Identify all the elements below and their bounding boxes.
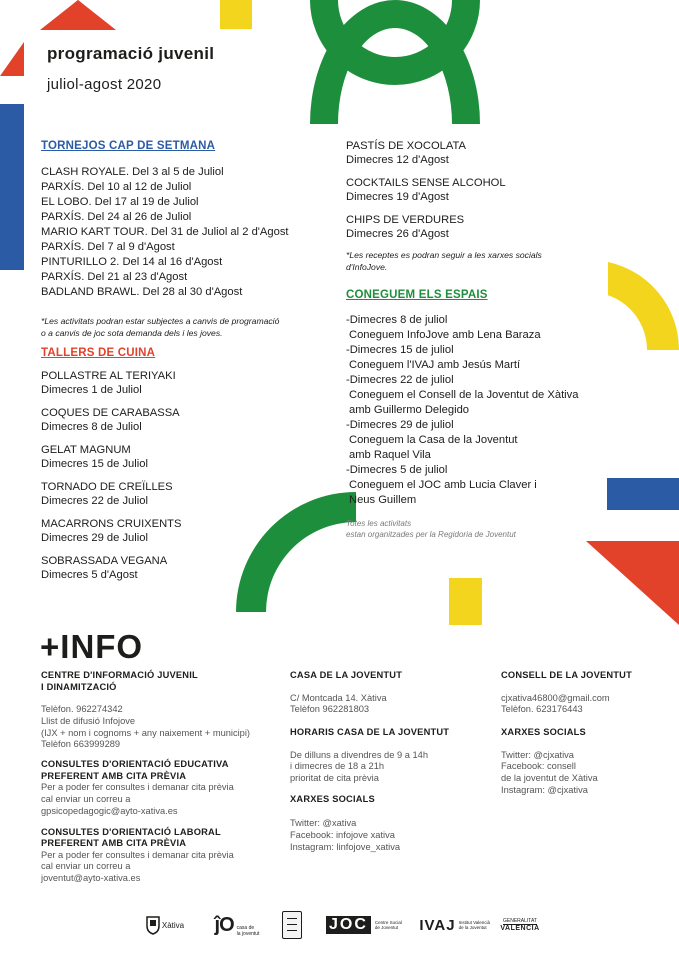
list-item: GELAT MAGNUM Dimecres 15 de Juliol xyxy=(41,444,148,470)
list-item: PARXÍS. Del 21 al 23 d'Agost xyxy=(41,271,188,283)
emblem-icon xyxy=(282,911,302,939)
list-item: Coneguem el Consell de la Joventut de Xàtiva xyxy=(349,389,579,401)
list-item: Neus Guillem xyxy=(349,494,417,506)
list-item: BADLAND BRAWL. Del 28 al 30 d'Agost xyxy=(41,286,243,298)
list-item: -Dimecres 15 de juliol xyxy=(346,344,454,356)
list-item: COQUES DE CARABASSA Dimecres 8 de Juliol xyxy=(41,407,180,433)
generalitat-logo: GENERALITAT VALENCIA xyxy=(500,918,540,932)
tournaments-note: *Les activitats podran estar subjectes a canvis de programació o a canvis de joc sota demanda dels i les joves. xyxy=(41,316,280,338)
green-arc-bottom xyxy=(236,492,356,612)
list-item: Coneguem l'IVAJ amb Jesús Martí xyxy=(349,359,521,371)
list-item: Coneguem InfoJove amb Lena Baraza xyxy=(349,329,541,341)
list-item: -Dimecres 29 de juliol xyxy=(346,419,454,431)
list-item: -Dimecres 22 de juliol xyxy=(346,374,454,386)
xativa-logo: Xàtiva xyxy=(143,908,187,942)
spaces-list xyxy=(346,313,579,508)
tournaments-heading: TORNEJOS CAP DE SETMANA xyxy=(41,140,216,152)
list-item: -Dimecres 8 de juliol xyxy=(346,314,448,326)
email-link[interactable]: cjxativa46800@gmail.com xyxy=(501,692,610,703)
ivaj-logo: IVAJ Institut Valencià de la Joventut xyxy=(419,916,491,934)
list-item: PARXÍS. Del 24 al 26 de Juliol xyxy=(41,211,192,223)
red-triangle-top-full xyxy=(40,0,116,30)
list-item: Coneguem la Casa de la Joventut xyxy=(349,434,518,446)
info-heading: +INFO xyxy=(40,628,144,665)
blue-bar-left xyxy=(0,104,24,270)
list-item: PASTÍS DE XOCOLATA Dimecres 12 d'Agost xyxy=(346,140,466,166)
list-item: CLASH ROYALE. Del 3 al 5 de Juliol xyxy=(41,166,224,178)
cooking-note: *Les receptes es podran seguir a les xarxes socials d'InfoJove. xyxy=(346,250,542,272)
yellow-arc-right xyxy=(608,260,679,440)
yellow-bar-bottom xyxy=(449,578,482,625)
tournaments-list xyxy=(41,165,289,300)
list-item: PARXÍS. Del 10 al 12 de Juliol xyxy=(41,181,192,193)
joc-logo: JOC Centre Social de Joventut xyxy=(326,908,402,942)
cooking-section-continued xyxy=(346,140,542,273)
emblem-logo xyxy=(280,908,304,942)
cooking-heading: TALLERS DE CUINA xyxy=(41,347,156,359)
list-item: TORNADO DE CREÏLLES Dimecres 22 de Juliol xyxy=(41,481,173,507)
casa-joventut-logo: ĵO casa de la joventut xyxy=(214,913,260,937)
red-triangle-left xyxy=(0,42,24,76)
blue-bar-right xyxy=(607,478,679,510)
list-item: MARIO KART TOUR. Del 31 de Juliol al 2 d'Agost xyxy=(41,226,289,238)
email-link[interactable]: joventut@ayto-xativa.es xyxy=(41,873,141,884)
list-item: Coneguem el JOC amb Lucia Claver i xyxy=(349,479,537,491)
spaces-section xyxy=(346,289,579,540)
green-ring-top-arc xyxy=(310,0,480,124)
spaces-heading: CONEGUEM ELS ESPAIS xyxy=(346,289,488,301)
list-item: PINTURILLO 2. Del 14 al 16 d'Agost xyxy=(41,256,223,268)
cooking-section xyxy=(41,347,181,590)
page-subtitle: juliol-agost 2020 xyxy=(47,76,162,93)
red-triangle-right xyxy=(586,541,679,625)
cooking-list xyxy=(41,370,181,582)
list-item: -Dimecres 5 de juliol xyxy=(346,464,448,476)
list-item: amb Guillermo Delegido xyxy=(349,404,470,416)
info-column-1: CENTRE D'INFORMACIÓ JUVENIL I DINAMITZACIÓ Telèfon. 962274342 Llist de difusió Infojove (IJX + nom i cognoms + any naixement + municipi) Telèfon 663999289 CONSULTES D'ORIENTACIÓ EDUCATIVA PREFERENT AMB CITA PRÈVIA Per a poder fer consultes i demanar cita prèvia cal enviar un correu a gpsicopedagogic@ayto-xativa.es CONSULTES D'ORIENTACIÓ LABORAL PREFERENT AMB CITA PRÈVIA Per a poder fer consultes i demanar cita prèvia cal enviar un correu a joventut@ayto-xativa.es xyxy=(41,670,281,885)
list-item: PARXÍS. Del 7 al 9 d'Agost xyxy=(41,241,175,253)
info-column-3: CONSELL DE LA JOVENTUT cjxativa46800@gmail.com Telèfon. 623176443 XARXES SOCIALS Twitter: @cjxativa Facebook: consell de la joventut de Xàtiva Instagram: @cjxativa xyxy=(501,670,671,797)
list-item: MACARRONS CRUIXENTS Dimecres 29 de Juliol xyxy=(41,518,182,544)
yellow-bar-top xyxy=(220,0,252,29)
list-item: COCKTAILS SENSE ALCOHOL Dimecres 19 d'Agost xyxy=(346,177,506,203)
list-item: SOBRASSADA VEGANA Dimecres 5 d'Agost xyxy=(41,555,168,581)
spaces-note: Totes les activitats estan organitzades per la Regidoria de Joventut xyxy=(346,519,516,539)
email-link[interactable]: gpsicopedagogic@ayto-xativa.es xyxy=(41,805,178,816)
tournaments-section xyxy=(41,140,289,339)
list-item: EL LOBO. Del 17 al 19 de Juliol xyxy=(41,196,199,208)
info-column-2: CASA DE LA JOVENTUT C/ Montcada 14. Xàtiva Telèfon 962281803 HORARIS CASA DE LA JOVENTUT De dilluns a divendres de 9 a 14h i dimecres de 18 a 21h prioritat de cita prèvia XARXES SOCIALS Twitter: @xativa Facebook: infojove xativa Instagram: linfojove_xativa xyxy=(290,670,450,853)
list-item: CHIPS DE VERDURES Dimecres 26 d'Agost xyxy=(346,214,465,240)
list-item: amb Raquel Vila xyxy=(349,449,431,461)
page-title: programació juvenil xyxy=(47,44,215,63)
list-item: POLLASTRE AL TERIYAKI Dimecres 1 de Juliol xyxy=(41,370,176,396)
shield-icon xyxy=(146,915,160,935)
